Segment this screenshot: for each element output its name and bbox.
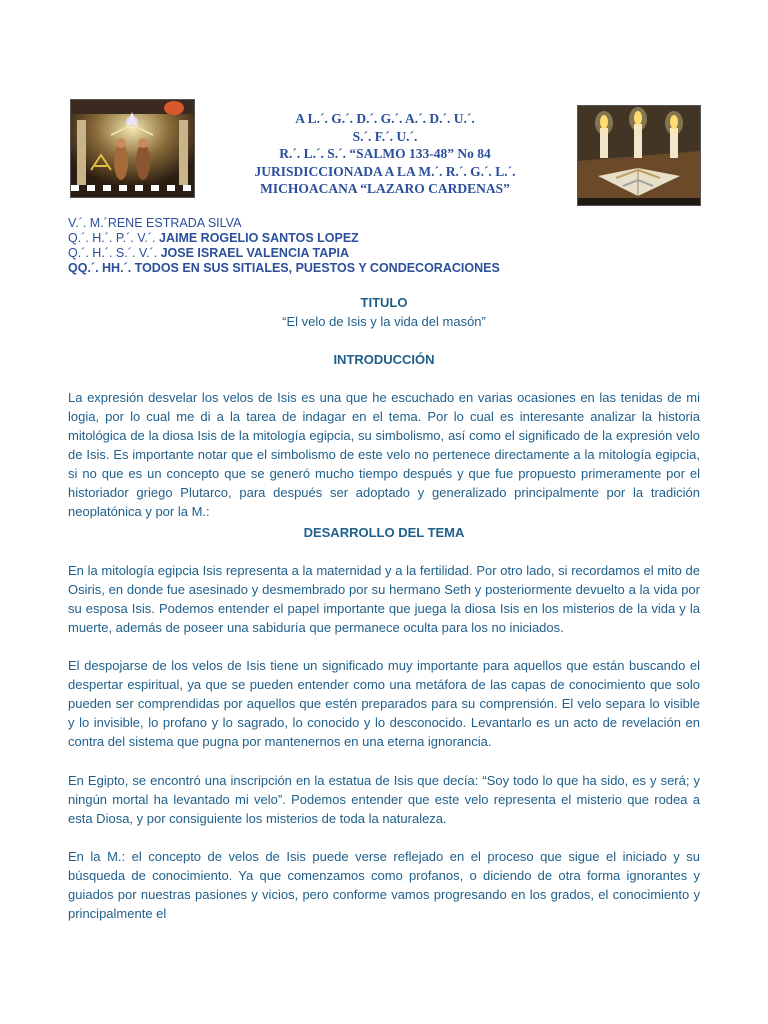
title-label: TITULO [360, 295, 408, 310]
masonic-temple-image [70, 99, 195, 198]
masonic-temple-illustration [71, 100, 194, 197]
salutation-line-4 [68, 261, 708, 276]
development-heading: DESARROLLO DEL TEMA [303, 525, 465, 540]
salutation-title-2: Q.´. H.´. P.´. V.´. [68, 231, 159, 245]
salutation-name-3: JOSE ISRAEL VALENCIA TAPIA [160, 246, 350, 260]
development-paragraph-4: En la M.: el concepto de velos de Isis puede verse reflejado en el proceso que sigue el iniciado y su búsqueda de conocimiento. Ya que comenzamos como profanos, o diciendo de otra forma ignorantes y guiados por nuestras pasiones y vicios, pero conforme vamos progresando en los grados, el conocimiento y principalmente el [68, 849, 700, 921]
salutation-line-3 [68, 246, 708, 261]
salutation-title-3: Q.´. H.´. S.´. V.´. [68, 246, 161, 260]
development-paragraph-2: El despojarse de los velos de Isis tiene un significado muy importante para aquellos que están buscando el despertar espiritual, ya que se pueden entender como una metáfora de las capas de conocimiento que solo pueden ser comprendidas por aquellos que estén preparados para su comprensión. El velo separa lo visible y lo invisible, lo profano y lo sagrado, lo conocido y lo desconocido. Levantarlo es un acto de revelación en contra del sistema que pugna por mantenernos en una eterna ignorancia. [68, 658, 700, 749]
candles-book-illustration [578, 106, 700, 205]
salutation-worshipful-master: V.´. M.´RENE ESTRADA SILVA [68, 216, 242, 230]
header-line-2: S.´. F.´. U.´. [352, 128, 418, 144]
header-line-3: R.´. L.´. S.´. “SALMO 133-48” No 84 [279, 146, 491, 161]
salutation-name-2: JAIME ROGELIO SANTOS LOPEZ [159, 231, 359, 245]
lodge-header [215, 110, 555, 198]
header-line-1: A L.´. G.´. D.´. G.´. A.´. D.´. U.´. [295, 111, 475, 126]
salutation-line-1 [68, 216, 708, 231]
header-line-5: MICHOACANA “LAZARO CARDENAS” [260, 181, 510, 196]
salutation-all-brothers: QQ.´. HH.´. TODOS EN SUS SITIALES, PUESTOS Y CONDECORACIONES [68, 261, 500, 275]
salutation-line-2 [68, 231, 708, 246]
introduction-paragraph: La expresión desvelar los velos de Isis es una que he escuchado en varias ocasiones en las tenidas de mi logia, por lo cual me di a la tarea de indagar en el tema. Por lo cual es interesante analizar la historia mitológica de la diosa Isis de la mitología egipcia, su simbolismo, así como el significado de la expresión velo de Isis. Es importante notar que el simbolismo de este velo no pertenece directamente a la mitología egipcia, si no que es un concepto que se generó mucho tiempo después y que fue propuesto primeramente por el historiador griego Plutarco, para después ser adoptado y generalizado principalmente por la tradición neoplatónica y por la M.: [68, 390, 700, 519]
development-paragraph-3: En Egipto, se encontró una inscripción en la estatua de Isis que decía: “Soy todo lo que ha sido, es y será; y ningún mortal ha levantado mi velo”. Podemos entender que este velo representa el misterio que rodea a esta Diosa, y por consiguiente los misterios de toda la naturaleza. [68, 773, 700, 826]
candles-book-image [577, 105, 701, 206]
development-paragraph-1: En la mitología egipcia Isis representa a la maternidad y a la fertilidad. Por otro lado, si recordamos el mito de Osiris, en donde fue asesinado y desmembrado por su hermano Seth y posteriormente devuelto a la vida por su esposa Isis. Podemos entender el papel importante que juega la diosa Isis en los misterios de la vida y la muerte, además de poseer una sabiduría que permanece oculta para los no iniciados. [68, 563, 700, 635]
introduction-heading: INTRODUCCIÓN [333, 352, 435, 367]
salutations [68, 216, 708, 276]
header-line-4: JURISDICCIONADA A LA M.´. R.´. G.´. L.´. [254, 163, 516, 179]
title-text: “El velo de Isis y la vida del masón” [282, 314, 486, 329]
